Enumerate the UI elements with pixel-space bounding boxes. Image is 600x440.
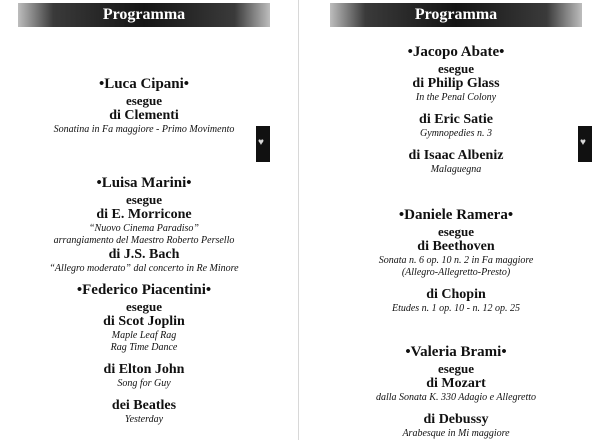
performance-jacopo-abate	[312, 44, 600, 176]
work-title: “Nuovo Cinema Paradiso”	[88, 223, 199, 234]
composer-name: di E. Morricone	[96, 207, 192, 222]
work-title: Rag Time Dance	[110, 342, 178, 353]
composer-name: di Elton John	[103, 362, 185, 377]
composer-name: di Isaac Albeniz	[408, 148, 504, 163]
program-page-left	[0, 0, 288, 440]
performs-label: esegue	[437, 224, 475, 239]
composer-name: di Clementi	[109, 108, 179, 123]
work-title: Malaguegna	[430, 164, 482, 175]
work-title: Song for Guy	[117, 378, 171, 389]
composer-name: di Mozart	[426, 376, 486, 391]
performer-name: •Jacopo Abate•	[407, 44, 505, 60]
composer-name: di J.S. Bach	[108, 247, 180, 262]
work-title: In the Penal Colony	[415, 92, 497, 103]
work-title: dalla Sonata K. 330 Adagio e Allegretto	[375, 392, 537, 403]
performer-name: •Daniele Ramera•	[398, 207, 514, 223]
performer-name: •Valeria Brami•	[405, 344, 507, 360]
performance-luca-cipani	[0, 76, 288, 136]
performer-name: •Luca Cipani•	[98, 76, 190, 92]
work-title: Maple Leaf Rag	[111, 330, 177, 341]
work-title: Arabesque in Mi maggiore	[402, 428, 510, 439]
performance-daniele-ramera	[312, 207, 600, 315]
performance-luisa-marini	[0, 175, 288, 275]
performs-label: esegue	[125, 93, 163, 108]
performance-federico-piacentini	[0, 282, 288, 426]
composer-name: di Chopin	[426, 287, 486, 302]
performance-valeria-brami	[312, 344, 600, 440]
composer-name: di Beethoven	[417, 239, 495, 254]
performer-name: •Luisa Marini•	[96, 175, 192, 191]
performs-label: esegue	[437, 61, 475, 76]
page-fold	[298, 0, 299, 440]
composer-name: di Philip Glass	[412, 76, 500, 91]
work-title: Gymnopedies n. 3	[420, 128, 492, 139]
composer-name: di Scot Joplin	[103, 314, 185, 329]
work-note: arrangiamento del Maestro Roberto Persello	[53, 235, 235, 246]
page-header: Programma	[330, 3, 582, 27]
performs-label: esegue	[125, 192, 163, 207]
page-header: Programma	[18, 3, 270, 27]
work-note: (Allegro-Allegretto-Presto)	[401, 267, 511, 278]
work-title: “Allegro moderato” dal concerto in Re Minore	[49, 263, 239, 274]
work-title: Sonata n. 6 op. 10 n. 2 in Fa maggiore	[378, 255, 534, 266]
performer-name: •Federico Piacentini•	[76, 282, 212, 298]
performs-label: esegue	[437, 361, 475, 376]
heart-icon	[256, 126, 270, 162]
work-title: Sonatina in Fa maggiore - Primo Movimento	[53, 124, 235, 135]
composer-name: di Eric Satie	[419, 112, 493, 127]
program-page-right	[312, 0, 600, 440]
performs-label: esegue	[125, 299, 163, 314]
composer-name: dei Beatles	[111, 398, 177, 413]
heart-icon	[578, 126, 592, 162]
work-title: Yesterday	[124, 414, 164, 425]
work-title: Etudes n. 1 op. 10 - n. 12 op. 25	[391, 303, 521, 314]
composer-name: di Debussy	[423, 412, 489, 427]
